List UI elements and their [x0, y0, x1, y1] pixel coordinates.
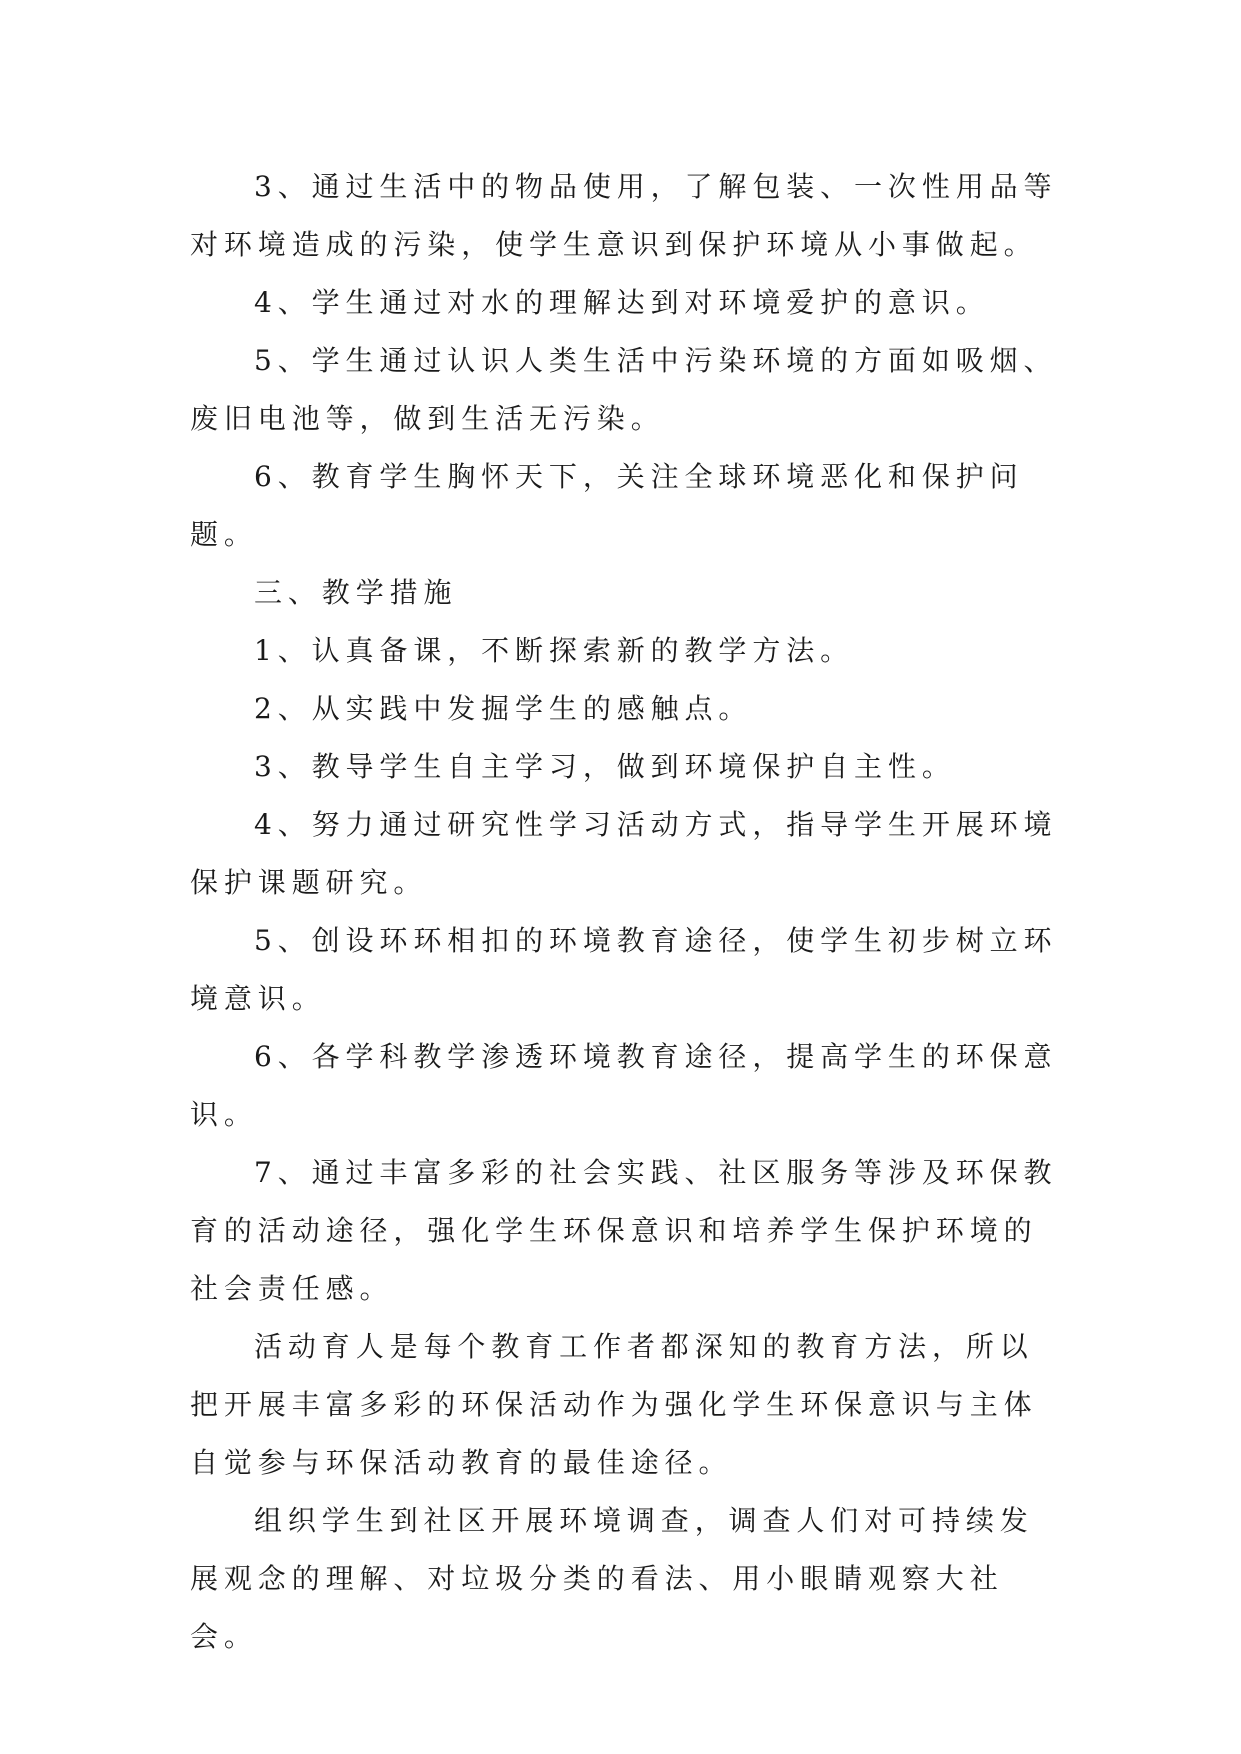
paragraph-item-5: 5、学生通过认识人类生活中污染环境的方面如吸烟、废旧电池等，做到生活无污染。: [190, 344, 1058, 435]
measure-item-2: 2、从实践中发掘学生的感触点。: [254, 692, 753, 725]
section-heading-teaching-measures: 三、教学措施: [254, 576, 458, 609]
paragraph-item-6: 6、教育学生胸怀天下，关注全球环境恶化和保护问题。: [190, 460, 1024, 551]
paragraph-item-4: 4、学生通过对水的理解达到对环境爱护的意识。: [254, 286, 990, 319]
measure-item-7: 7、通过丰富多彩的社会实践、社区服务等涉及环保教育的活动途径，强化学生环保意识和培养学生保护环境的社会责任感。: [190, 1156, 1058, 1305]
paragraph-community-survey: 组织学生到社区开展环境调查，调查人们对可持续发展观念的理解、对垃圾分类的看法、用小眼睛观察大社会。: [190, 1504, 1034, 1653]
document-body: [190, 158, 1060, 1666]
measure-item-1: 1、认真备课，不断探索新的教学方法。: [254, 634, 855, 667]
measure-item-6: 6、各学科教学渗透环境教育途径，提高学生的环保意识。: [190, 1040, 1058, 1131]
measure-item-4: 4、努力通过研究性学习活动方式，指导学生开展环境保护课题研究。: [190, 808, 1058, 899]
paragraph-activity-education: 活动育人是每个教育工作者都深知的教育方法，所以把开展丰富多彩的环保活动作为强化学生环保意识与主体自觉参与环保活动教育的最佳途径。: [190, 1330, 1038, 1479]
paragraph-item-3: 3、通过生活中的物品使用，了解包装、一次性用品等对环境造成的污染，使学生意识到保护环境从小事做起。: [190, 170, 1058, 261]
measure-item-3: 3、教导学生自主学习，做到环境保护自主性。: [254, 750, 956, 783]
measure-item-5: 5、创设环环相扣的环境教育途径，使学生初步树立环境意识。: [190, 924, 1058, 1015]
